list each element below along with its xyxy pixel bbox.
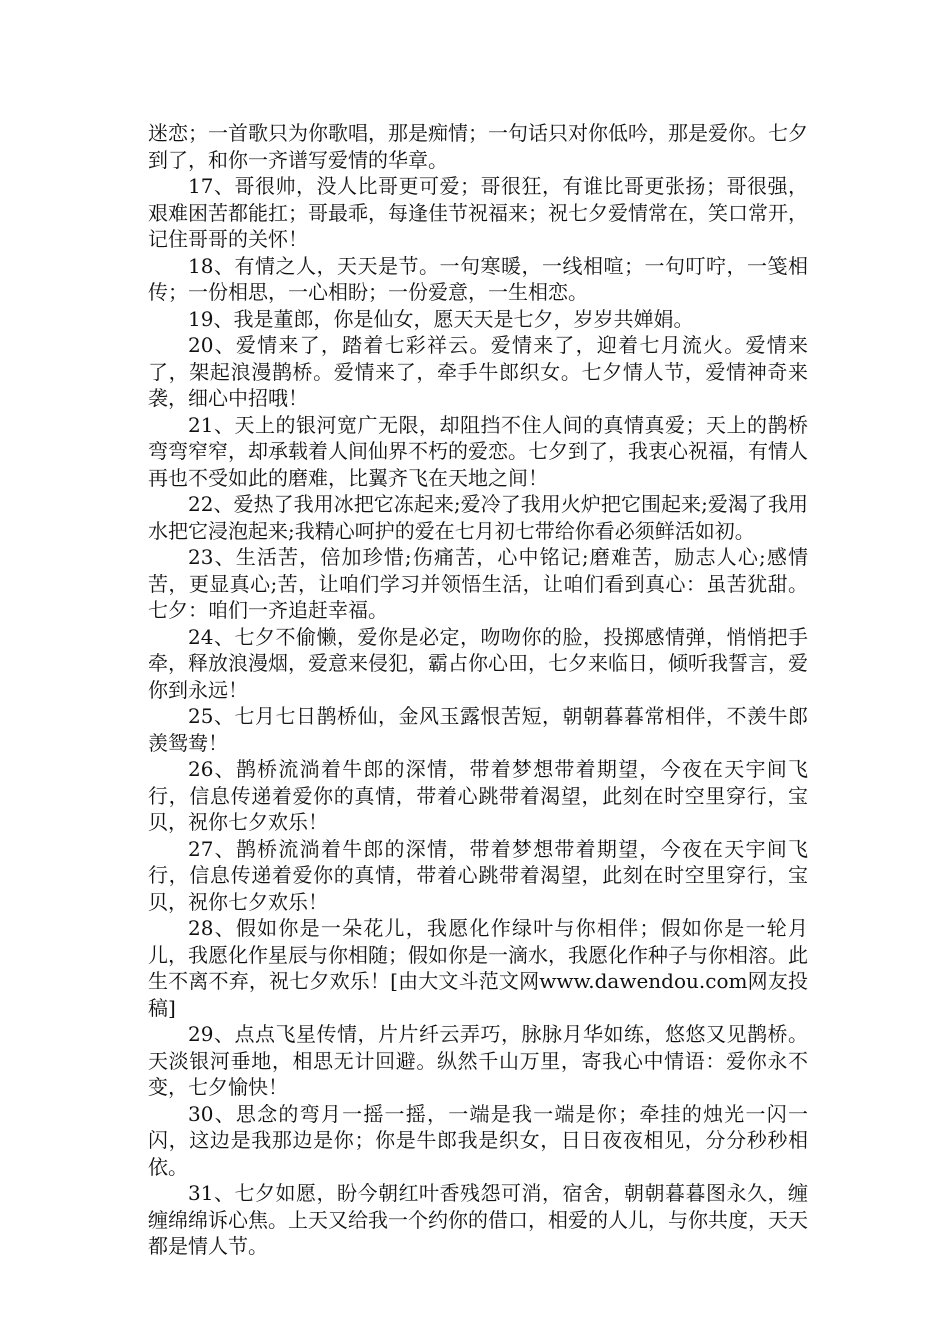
document-page [148, 120, 808, 1260]
paragraph-26: 26、鹊桥流淌着牛郎的深情，带着梦想带着期望，今夜在天宇间飞行，信息传递着爱你的真情，带着心跳带着渴望，此刻在时空里穿行，宝贝，祝你七夕欢乐！ [148, 757, 808, 834]
paragraph-24: 24、七夕不偷懒，爱你是必定，吻吻你的脸，投掷感情弹，悄悄把手牵，释放浪漫烟，爱意来侵犯，霸占你心田，七夕来临日，倾听我誓言，爱你到永远！ [148, 624, 808, 702]
paragraph-22: 22、爱热了我用冰把它冻起来;爱冷了我用火炉把它围起来;爱渴了我用水把它浸泡起来;我精心呵护的爱在七月初七带给你看必须鲜活如初。 [148, 492, 808, 543]
paragraph-30: 30、思念的弯月一摇一摇，一端是我一端是你；牵挂的烛光一闪一闪，这边是我那边是你；你是牛郎我是织女，日日夜夜相见，分分秒秒相依。 [148, 1101, 808, 1179]
paragraph-31: 31、七夕如愿，盼今朝红叶香残怨可消，宿舍，朝朝暮暮图永久，缠缠绵绵诉心焦。上天又给我一个约你的借口，相爱的人儿，与你共度，天天都是情人节。 [148, 1181, 808, 1258]
paragraph-21: 21、天上的银河宽广无限，却阻挡不住人间的真情真爱；天上的鹊桥弯弯窄窄，却承载着人间仙界不朽的爱恋。七夕到了，我衷心祝福，有情人再也不受如此的磨难，比翼齐飞在天地之间！ [148, 412, 808, 490]
paragraph-20: 20、爱情来了，踏着七彩祥云。爱情来了，迎着七月流火。爱情来了，架起浪漫鹊桥。爱情来了，牵手牛郎织女。七夕情人节，爱情神奇来袭，细心中招哦！ [148, 333, 808, 410]
paragraph-28: 28、假如你是一朵花儿，我愿化作绿叶与你相伴；假如你是一轮月儿，我愿化作星辰与你相随；假如你是一滴水，我愿化作种子与你相溶。此生不离不弃，祝七夕欢乐！[由大文斗范文网www.dawendou.com网友投稿] [148, 916, 808, 1020]
paragraph-27: 27、鹊桥流淌着牛郎的深情，带着梦想带着期望，今夜在天宇间飞行，信息传递着爱你的真情，带着心跳带着渴望，此刻在时空里穿行，宝贝，祝你七夕欢乐！ [148, 836, 808, 914]
paragraph-29: 29、点点飞星传情，片片纤云弄巧，脉脉月华如练，悠悠又见鹊桥。天淡银河垂地，相思无计回避。纵然千山万里，寄我心中情语：爱你永不变，七夕愉快！ [148, 1022, 808, 1099]
paragraph-17: 17、哥很帅，没人比哥更可爱；哥很狂，有谁比哥更张扬；哥很强，艰难困苦都能扛；哥最乖，每逢佳节祝福来；祝七夕爱情常在，笑口常开，记住哥哥的关怀！ [148, 174, 808, 251]
paragraph-18: 18、有情之人，天天是节。一句寒暖，一线相喧；一句叮咛，一笺相传；一份相思，一心相盼；一份爱意，一生相恋。 [148, 253, 808, 304]
paragraph-continuation: 迷恋；一首歌只为你歌唱，那是痴情；一句话只对你低吟，那是爱你。七夕到了，和你一齐谱写爱情的华章。 [148, 121, 808, 172]
paragraph-23: 23、生活苦，倍加珍惜;伤痛苦，心中铭记;磨难苦，励志人心;感情苦，更显真心;苦，让咱们学习并领悟生活，让咱们看到真心：虽苦犹甜。七夕：咱们一齐追赶幸福。 [148, 545, 808, 622]
paragraph-25: 25、七月七日鹊桥仙，金风玉露恨苦短，朝朝暮暮常相伴，不羡牛郎羡鸳鸯！ [148, 704, 808, 755]
paragraph-19: 19、我是董郎，你是仙女，愿天天是七夕，岁岁共婵娟。 [188, 306, 694, 331]
